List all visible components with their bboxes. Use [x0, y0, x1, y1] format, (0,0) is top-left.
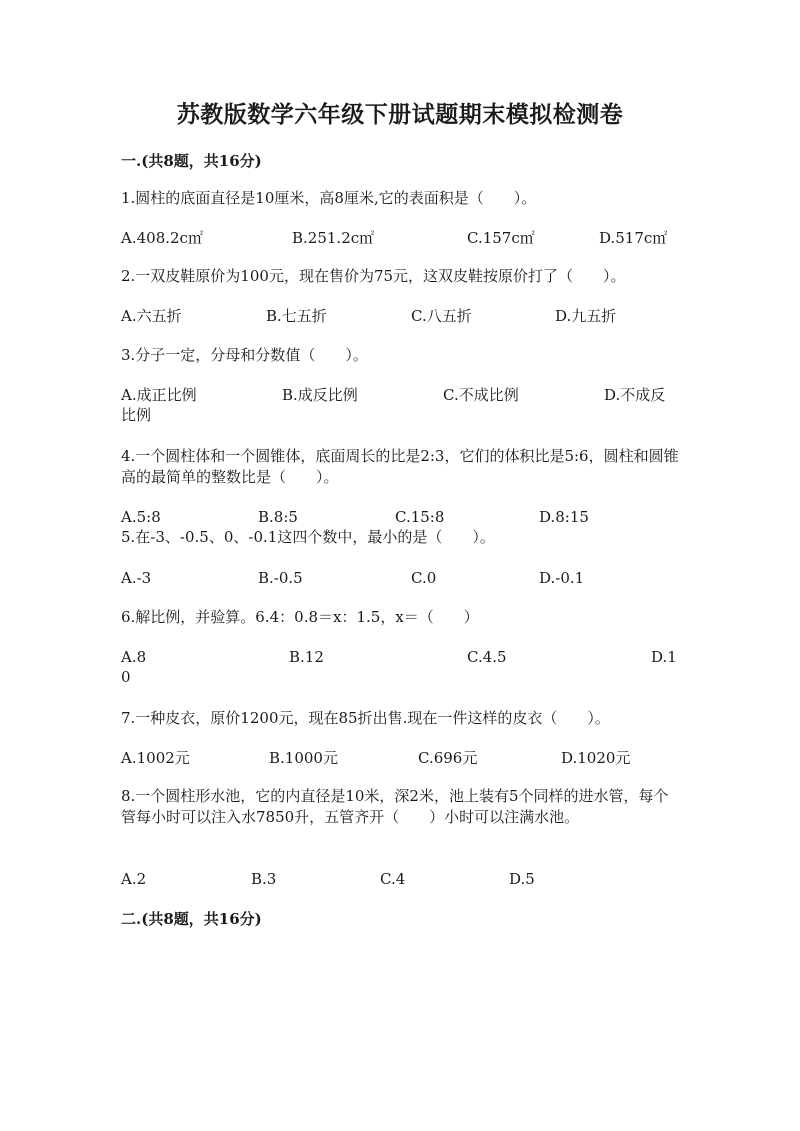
- option-c[interactable]: C.15:8: [395, 508, 445, 526]
- option-b[interactable]: B.12: [289, 648, 324, 666]
- option-c[interactable]: C.不成比例: [443, 386, 519, 404]
- question-7-options: [121, 748, 681, 770]
- option-c[interactable]: C.4: [380, 870, 406, 888]
- question-6-option-d-continued: 0: [121, 668, 131, 686]
- option-c[interactable]: C.157c㎡: [467, 229, 535, 247]
- option-d[interactable]: D.-0.1: [539, 569, 585, 587]
- option-d[interactable]: D.1020元: [561, 749, 631, 767]
- question-7: 7.一种皮衣，原价1200元，现在85折出售.现在一件这样的皮衣（ ）。: [121, 709, 610, 727]
- option-b[interactable]: B.-0.5: [258, 569, 303, 587]
- question-6: 6.解比例，并验算。6.4：0.8＝x：1.5，x＝（ ）: [121, 608, 479, 626]
- option-a[interactable]: A.1002元: [121, 749, 190, 767]
- option-d[interactable]: D.517c㎡: [599, 229, 668, 247]
- option-d[interactable]: D.九五折: [555, 307, 617, 325]
- question-1: 1.圆柱的底面直径是10厘米，高8厘米,它的表面积是（ ）。: [121, 189, 537, 207]
- option-c[interactable]: C.0: [411, 569, 437, 587]
- option-a[interactable]: A.8: [121, 648, 147, 666]
- question-5: 5.在-3、-0.5、0、-0.1这四个数中，最小的是（ ）。: [121, 528, 495, 546]
- page-title: 苏教版数学六年级下册试题期末模拟检测卷: [176, 101, 624, 128]
- question-3-options: [121, 385, 681, 407]
- question-4-options: [121, 507, 681, 529]
- question-4: 4.一个圆柱体和一个圆锥体，底面周长的比是2:3，它们的体积比是5:6，圆柱和圆锥高的最简单的整数比是（ ）。: [121, 447, 679, 486]
- option-d[interactable]: D.8:15: [539, 508, 589, 526]
- question-3-option-d-continued: 比例: [121, 406, 152, 424]
- option-c[interactable]: C.八五折: [411, 307, 472, 325]
- section-heading-2: 二.(共8题，共16分): [121, 910, 262, 928]
- option-a[interactable]: A.六五折: [121, 307, 182, 325]
- option-b[interactable]: B.七五折: [266, 307, 327, 325]
- option-a[interactable]: A.-3: [121, 569, 152, 587]
- question-8-options: [121, 869, 681, 891]
- option-b[interactable]: B.成反比例: [282, 386, 358, 404]
- option-b[interactable]: B.1000元: [269, 749, 338, 767]
- option-a[interactable]: A.2: [121, 870, 147, 888]
- question-2: 2.一双皮鞋原价为100元，现在售价为75元，这双皮鞋按原价打了（ ）。: [121, 267, 626, 285]
- question-1-options: [121, 228, 681, 250]
- option-c[interactable]: C.4.5: [467, 648, 507, 666]
- option-a[interactable]: A.408.2c㎡: [121, 229, 203, 247]
- question-3: 3.分子一定，分母和分数值（ ）。: [121, 346, 368, 364]
- question-5-options: [121, 568, 681, 590]
- option-d[interactable]: D.1: [651, 648, 677, 666]
- option-a[interactable]: A.成正比例: [121, 386, 197, 404]
- question-8: 8.一个圆柱形水池，它的内直径是10米，深2米，池上装有5个同样的进水管，每个管每小时可以注入水7850升，五管齐开（ ）小时可以注满水池。: [121, 787, 669, 826]
- question-2-options: [121, 306, 681, 328]
- option-a[interactable]: A.5:8: [121, 508, 161, 526]
- question-6-options: [121, 647, 681, 669]
- option-b[interactable]: B.8:5: [258, 508, 298, 526]
- option-b[interactable]: B.251.2c㎡: [292, 229, 375, 247]
- option-d[interactable]: D.5: [509, 870, 535, 888]
- option-d[interactable]: D.不成反: [604, 386, 666, 404]
- option-c[interactable]: C.696元: [418, 749, 478, 767]
- option-b[interactable]: B.3: [251, 870, 277, 888]
- section-heading-1: 一.(共8题，共16分): [121, 152, 262, 170]
